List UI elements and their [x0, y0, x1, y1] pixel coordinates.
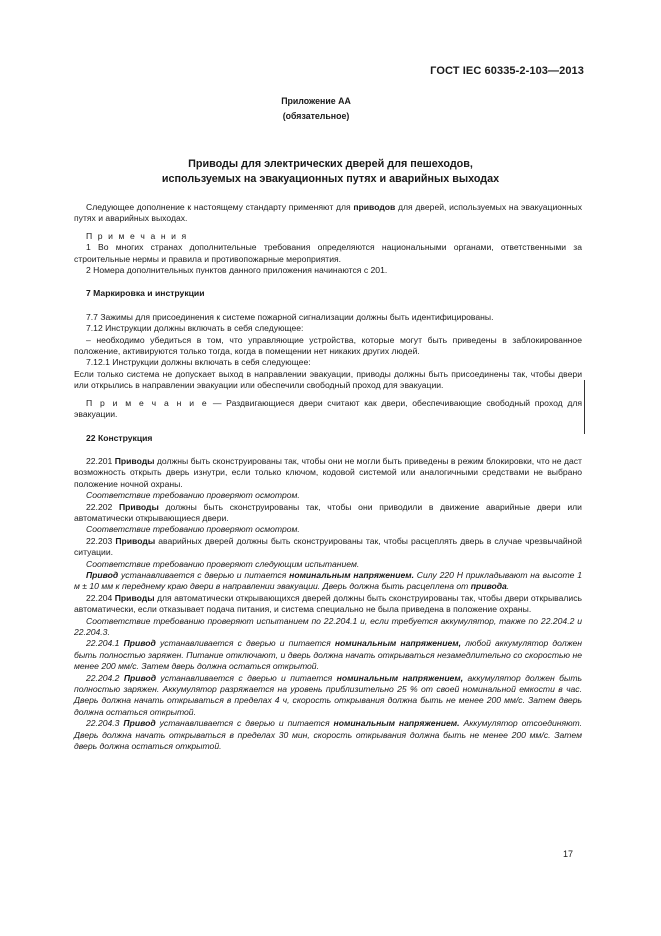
clause-number: 22.204 — [86, 592, 115, 603]
clause-number: 22.201 — [86, 455, 115, 466]
test-term: Привод — [123, 718, 156, 729]
document-title-line-1: Приводы для электрических дверей для пешеходов, — [188, 158, 473, 170]
test-term: номинальным напряжением. — [289, 569, 414, 580]
notes-heading: П р и м е ч а н и я — [86, 230, 188, 241]
clause-text: должны быть сконструированы так, чтобы они не могли быть приведены в режим блокировки, что не даст возможность открыть дверь изнутри, если только ключом, кодовой системой или аналогичными средствами не выбрано положение ночной охраны. — [74, 455, 582, 489]
clause-7-12-1: 7.12.1 Инструкции должны включать в себя следующее: — [86, 357, 311, 368]
test-text: устанавливается с дверью и питается — [155, 718, 334, 729]
clause-22-203-check: Соответствие требованию проверяют следующим испытанием. — [86, 558, 360, 569]
test-term: номинальным напряжением, — [334, 638, 462, 649]
clause-22-204-2 — [74, 673, 582, 719]
clause-number: 22.203 — [86, 535, 116, 546]
test-text: Силу 220 Н прикладывают на высоте 1 м ± 10 мм к переднему краю двери в направлении эвакуации. Дверь должна быть расцеплена от — [74, 569, 582, 592]
clause-22-201-check: Соответствие требованию проверяют осмотром. — [86, 490, 300, 501]
test-term: номинальным напряжением. — [333, 718, 460, 729]
clause-term: Приводы — [114, 455, 155, 466]
note-2: 2 Номера дополнительных пунктов данного приложения начинаются с 201. — [86, 265, 388, 276]
test-text: устанавливается с дверью и питается — [156, 672, 337, 683]
change-bar — [584, 380, 585, 434]
clause-term: Приводы — [115, 535, 156, 546]
clause-term: Приводы — [118, 501, 159, 512]
test-term: Привод — [86, 569, 119, 580]
clause-22-204-check: Соответствие требованию проверяют испытанием по 22.204.1 и, если требуется аккумулятор, также по 22.204.2 и 22.204.3. — [74, 615, 582, 637]
test-term: Привод — [123, 672, 157, 683]
intro-term: приводов — [353, 202, 396, 212]
clause-text: для автоматически открывающихся дверей должны быть сконструированы так, чтобы двери открывались автоматически, если отказывает подача питания, и система специально не была приведена в положение охраны. — [74, 592, 582, 615]
test-text: любой аккумулятор должен быть полностью заряжен. Питание отключают, и дверь должна начать открываться незамедлительно со скоростью не менее 200 мм/с. Затем дверь должна остаться открытой. — [74, 638, 583, 672]
note-text: — Раздвигающиеся двери считают как двери, обеспечивающие свободный проход для эвакуации. — [74, 397, 583, 420]
clause-22-203 — [74, 536, 582, 559]
standard-designation: ГОСТ IEC 60335-2-103—2013 — [430, 65, 584, 77]
intro-text: Следующее дополнение к настоящему стандарту применяют для — [86, 202, 354, 212]
test-text: устанавливается с дверью и питается — [155, 638, 335, 649]
clause-22-202-check: Соответствие требованию проверяют осмотром. — [86, 524, 300, 535]
clause-7-7: 7.7 Зажимы для присоединения к системе пожарной сигнализации должны быть идентифицированы. — [86, 311, 494, 322]
section-7-heading: 7 Маркировка и инструкции — [86, 288, 205, 299]
note-label: П р и м е ч а н и е — [86, 397, 209, 408]
clause-22-204 — [74, 593, 582, 616]
section-22-heading: 22 Конструкция — [86, 432, 153, 443]
section-7-note — [74, 398, 582, 421]
document-title-line-2: используемых на эвакуационных путях и аварийных выходах — [161, 173, 500, 185]
clause-22-203-test — [74, 570, 582, 593]
annex-title: Приложение АА — [281, 96, 351, 106]
test-text: Аккумулятор отсоединяют. Дверь должна начать открываться в пределах 30 мин, скорость открывания должна быть не менее 200 мм/с. Затем дверь должна остаться открытой. — [74, 718, 583, 752]
clause-22-202 — [74, 502, 582, 525]
clause-7-12-item: – необходимо убедиться в том, что управляющие устройства, которые могут быть приведены в заблокированное положение, активируются только тогда, когда в помещении нет никаких других людей. — [74, 334, 582, 357]
test-text: аккумулятор должен быть полностью заряжен. Аккумулятор разряжается на уровень приблизительно 25 % от своей номинальной емкости в час. Дверь должна начать открываться в пределах 4 ч, скорость открывания должна быть не менее 200 мм/с. Затем дверь должна остаться открытой. — [74, 672, 582, 717]
clause-number: 22.204.1 — [86, 638, 124, 649]
intro-text-end: для дверей, используемых на эвакуационных путях и аварийных выходах. — [74, 202, 582, 224]
clause-7-12: 7.12 Инструкции должны включать в себя следующее: — [86, 323, 304, 334]
test-text: устанавливается с дверью и питается — [118, 569, 290, 580]
clause-number: 22.204.3 — [86, 718, 124, 729]
note-1: 1 Во многих странах дополнительные требования определяются национальными органами, ответственными за строительные нермы и правила и противопожарные мероприятия. — [74, 242, 582, 264]
annex-status: (обязательное) — [282, 111, 350, 121]
clause-text: должны быть сконструированы так, чтобы они приводили в движение аварийные двери или автоматически открывающиеся двери. — [74, 501, 582, 523]
clause-number: 22.204.2 — [86, 672, 124, 683]
clause-22-204-1 — [74, 638, 582, 672]
clause-22-204-3 — [74, 718, 582, 752]
clause-number: 22.202 — [86, 501, 119, 512]
intro-paragraph — [74, 202, 582, 225]
document-body — [74, 202, 582, 752]
clause-term: Приводы — [114, 592, 155, 603]
test-term: номинальным напряжением, — [336, 672, 464, 683]
test-term: привода — [470, 581, 507, 592]
page-number: 17 — [562, 849, 573, 859]
test-term: Привод — [123, 638, 156, 649]
clause-7-12-1-text: Если только система не допускает выход в направлении эвакуации, приводы должны быть присоединены так, чтобы двери или открылись в направлении эвакуации или обеспечили свободный проход для эвакуации. — [74, 368, 582, 391]
clause-text: аварийных дверей должны быть сконструированы так, чтобы расцеплять дверь в случае чрезвычайной ситуации. — [74, 535, 582, 558]
test-text: . — [506, 581, 510, 592]
clause-22-201 — [74, 456, 582, 490]
